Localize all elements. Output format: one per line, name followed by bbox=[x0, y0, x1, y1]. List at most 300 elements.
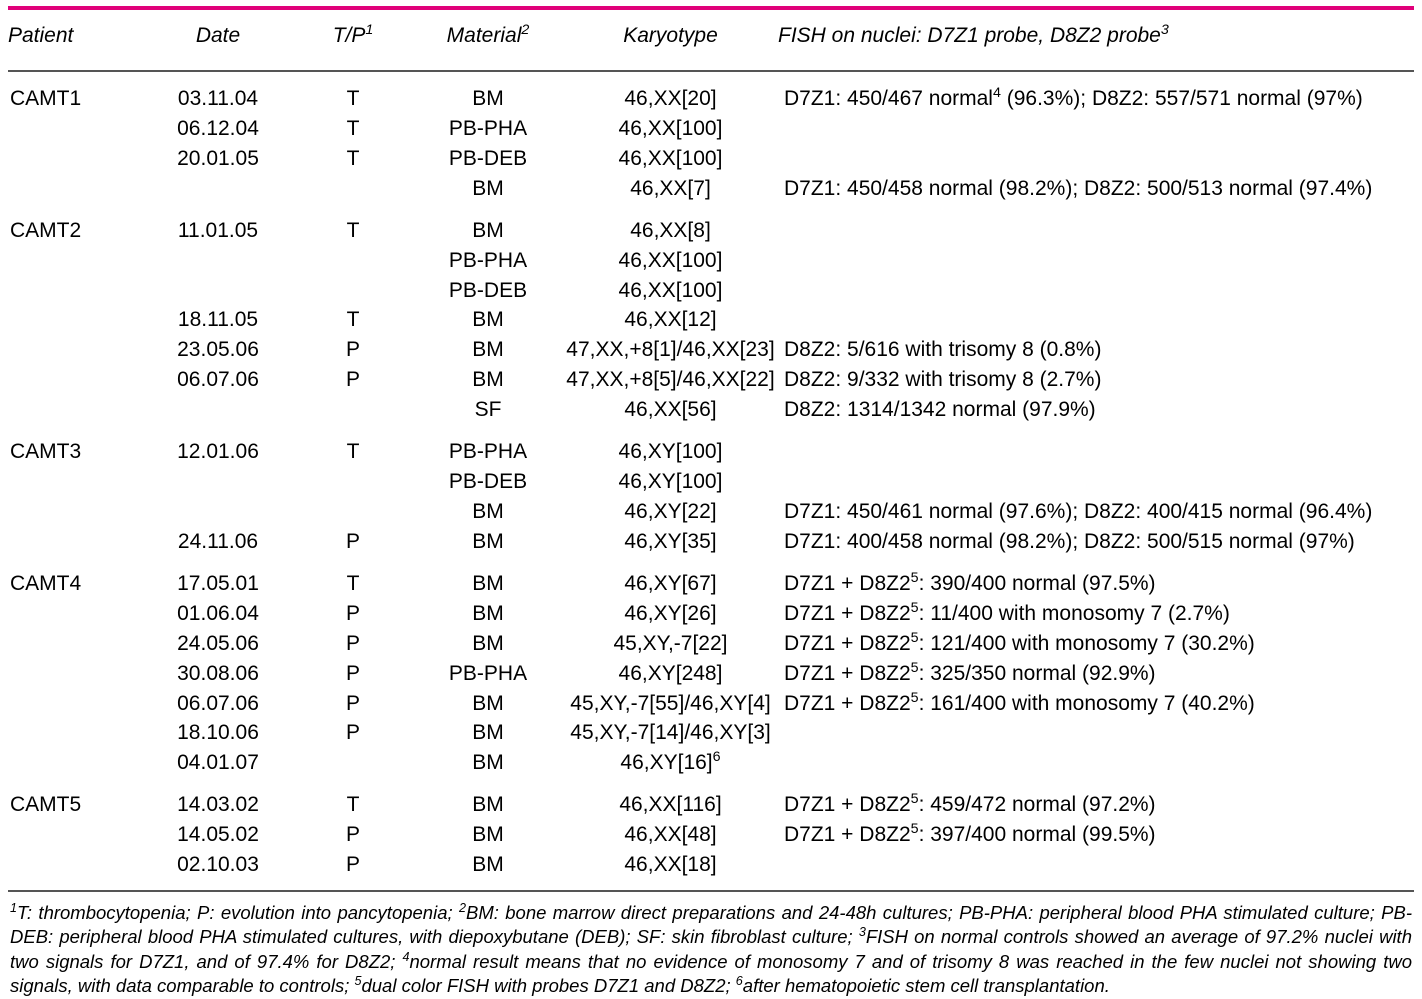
cell-karyotype bbox=[563, 689, 778, 719]
cell-material-text: BM bbox=[472, 823, 504, 847]
cell-fish bbox=[778, 748, 1414, 778]
cell-tp bbox=[293, 850, 413, 880]
cell-karyotype bbox=[563, 778, 778, 820]
cell-date bbox=[143, 395, 293, 425]
cell-patient bbox=[8, 497, 143, 527]
cell-fish bbox=[778, 718, 1414, 748]
cell-fish-text: D7Z1 + D8Z2 bbox=[784, 793, 911, 817]
cell-fish-footnote-marker: 4 bbox=[992, 85, 1001, 101]
cell-karyotype bbox=[563, 629, 778, 659]
table-row bbox=[8, 778, 1414, 820]
cell-material-text: BM bbox=[472, 368, 504, 392]
cell-fish-text: D7Z1: 450/461 normal (97.6%); D8Z2: 400/415 normal (96.4%) bbox=[784, 499, 1373, 523]
cell-material bbox=[413, 335, 563, 365]
cell-material-text: PB-PHA bbox=[448, 116, 528, 140]
column-header-material-footnote-marker: 2 bbox=[521, 22, 530, 38]
cell-karyotype bbox=[563, 395, 778, 425]
body-bottom-spacer bbox=[8, 880, 1414, 890]
cell-material-text: BM bbox=[472, 499, 504, 523]
table-row bbox=[8, 204, 1414, 246]
column-header-fish-label: FISH on nuclei: D7Z1 probe, D8Z2 probe bbox=[778, 24, 1161, 47]
cell-date bbox=[143, 778, 293, 820]
cell-karyotype-footnote-marker: 6 bbox=[712, 749, 721, 766]
footnote-marker-5: 5 bbox=[354, 974, 362, 989]
cell-tp bbox=[293, 748, 413, 778]
cell-fish bbox=[778, 114, 1414, 144]
cell-karyotype-text: 46,XX[100] bbox=[618, 278, 723, 302]
cell-karyotype bbox=[563, 305, 778, 335]
cell-patient bbox=[8, 246, 143, 276]
cell-date-text: 14.03.02 bbox=[177, 793, 259, 817]
cell-karyotype-text: 46,XY[100] bbox=[618, 470, 723, 494]
cell-patient bbox=[8, 276, 143, 306]
table-row bbox=[8, 144, 1414, 174]
cell-tp bbox=[293, 527, 413, 557]
cell-karyotype-text: 46,XX[56] bbox=[624, 398, 717, 422]
cell-fish-footnote-marker: 5 bbox=[910, 821, 919, 838]
cell-date bbox=[143, 305, 293, 335]
cell-fish bbox=[778, 305, 1414, 335]
table-row bbox=[8, 659, 1414, 689]
cell-karyotype-text: 46,XY[35] bbox=[624, 529, 717, 553]
cell-fish-text: D7Z1 + D8Z2 bbox=[784, 661, 911, 685]
cell-fish-text: D7Z1 + D8Z2 bbox=[784, 571, 911, 595]
cell-fish-text-cont: : 161/400 with monosomy 7 (40.2%) bbox=[918, 691, 1255, 715]
footnote-marker-6: 6 bbox=[735, 974, 743, 989]
cell-tp bbox=[293, 395, 413, 425]
column-header-fish-footnote-marker: 3 bbox=[1160, 22, 1169, 38]
cell-karyotype bbox=[563, 850, 778, 880]
cell-karyotype bbox=[563, 425, 778, 467]
cell-karyotype bbox=[563, 114, 778, 144]
cell-karyotype-text: 46,XX[8] bbox=[630, 218, 711, 242]
cell-date-text: 24.11.06 bbox=[177, 529, 259, 553]
cell-patient bbox=[8, 629, 143, 659]
cell-material bbox=[413, 246, 563, 276]
cell-karyotype-text: 45,XY,-7[55]/46,XY[4] bbox=[570, 691, 771, 715]
cell-material bbox=[413, 629, 563, 659]
cell-patient bbox=[8, 748, 143, 778]
cell-date bbox=[143, 850, 293, 880]
cell-karyotype bbox=[563, 276, 778, 306]
table-row bbox=[8, 820, 1414, 850]
cell-date-text: 01.06.04 bbox=[177, 601, 259, 625]
cell-date bbox=[143, 497, 293, 527]
cell-patient bbox=[8, 204, 143, 246]
cell-material bbox=[413, 395, 563, 425]
cell-patient bbox=[8, 850, 143, 880]
cell-fish bbox=[778, 778, 1414, 820]
cell-fish bbox=[778, 246, 1414, 276]
cell-material bbox=[413, 527, 563, 557]
cell-date bbox=[143, 659, 293, 689]
cell-patient bbox=[8, 557, 143, 599]
cell-fish bbox=[778, 820, 1414, 850]
cell-tp bbox=[293, 718, 413, 748]
footnote-text-4: normal result means that no evidence of monosomy 7 and of trisomy 8 was reached in the few nuclei not showing two signals, with data comparable to controls; bbox=[10, 950, 1412, 997]
cell-karyotype-text: 46,XX[18] bbox=[624, 853, 717, 877]
cell-patient bbox=[8, 467, 143, 497]
cell-patient bbox=[8, 820, 143, 850]
cell-patient bbox=[8, 365, 143, 395]
column-header-material bbox=[413, 10, 563, 64]
cell-karyotype bbox=[563, 246, 778, 276]
table-row bbox=[8, 114, 1414, 144]
cell-karyotype-text: 46,XY[248] bbox=[618, 661, 723, 685]
table-page bbox=[0, 6, 1422, 997]
cell-fish bbox=[778, 144, 1414, 174]
cell-tp bbox=[293, 425, 413, 467]
cell-date bbox=[143, 599, 293, 629]
cell-tp bbox=[293, 276, 413, 306]
column-header-patient: Patient bbox=[8, 24, 74, 47]
cell-fish-text-cont: : 397/400 normal (99.5%) bbox=[918, 823, 1156, 847]
cell-tp-text: P bbox=[345, 721, 360, 745]
cell-karyotype-text: 47,XX,+8[1]/46,XX[23] bbox=[566, 338, 775, 362]
cell-date bbox=[143, 276, 293, 306]
cell-fish-text: D7Z1: 400/458 normal (98.2%); D8Z2: 500/515 normal (97%) bbox=[784, 529, 1355, 553]
cell-tp bbox=[293, 557, 413, 599]
cell-fish bbox=[778, 276, 1414, 306]
column-header-tp bbox=[293, 10, 413, 64]
cell-date bbox=[143, 425, 293, 467]
cell-karyotype bbox=[563, 557, 778, 599]
footnote-marker-2: 2 bbox=[459, 900, 466, 915]
table-body bbox=[8, 72, 1414, 880]
table-row bbox=[8, 246, 1414, 276]
table-row bbox=[8, 365, 1414, 395]
cell-material bbox=[413, 144, 563, 174]
cell-fish bbox=[778, 557, 1414, 599]
cell-tp-text: P bbox=[345, 661, 360, 685]
cell-fish bbox=[778, 365, 1414, 395]
cell-patient bbox=[8, 599, 143, 629]
cell-tp bbox=[293, 778, 413, 820]
table-row bbox=[8, 718, 1414, 748]
cell-fish-text-cont: : 121/400 with monosomy 7 (30.2%) bbox=[918, 631, 1255, 655]
cell-tp bbox=[293, 204, 413, 246]
cell-material-text: BM bbox=[472, 338, 504, 362]
cell-date-text: 06.12.04 bbox=[177, 116, 259, 140]
table-row bbox=[8, 305, 1414, 335]
cell-date-text: 30.08.06 bbox=[177, 661, 259, 685]
cell-karyotype-text: 46,XX[100] bbox=[618, 248, 723, 272]
cell-date bbox=[143, 629, 293, 659]
cell-karyotype-text: 46,XY[67] bbox=[624, 571, 717, 595]
cell-date-text: 24.05.06 bbox=[177, 631, 259, 655]
cell-fish-text-cont: : 390/400 normal (97.5%) bbox=[918, 571, 1156, 595]
cell-patient bbox=[8, 689, 143, 719]
cell-karyotype bbox=[563, 204, 778, 246]
cell-material bbox=[413, 305, 563, 335]
cell-patient bbox=[8, 174, 143, 204]
cell-patient bbox=[8, 659, 143, 689]
cell-tp-text: T bbox=[346, 308, 360, 332]
cell-fish bbox=[778, 425, 1414, 467]
footnote-text-3: FISH on normal controls showed an average of 97.2% nuclei with two signals for D7Z1, and of 97.4% for D8Z2; bbox=[10, 926, 1412, 972]
cell-karyotype-text: 46,XX[116] bbox=[619, 793, 722, 817]
cell-karyotype-text: 46,XX[20] bbox=[624, 87, 717, 110]
table-row bbox=[8, 174, 1414, 204]
cell-date bbox=[143, 365, 293, 395]
cell-date bbox=[143, 144, 293, 174]
cell-karyotype bbox=[563, 820, 778, 850]
cell-patient bbox=[8, 718, 143, 748]
cell-date-text: 23.05.06 bbox=[177, 338, 259, 362]
cell-tp-text: T bbox=[346, 793, 360, 817]
cell-material-text: BM bbox=[472, 793, 504, 817]
cell-tp-text: T bbox=[346, 440, 360, 464]
cell-material bbox=[413, 174, 563, 204]
cell-material bbox=[413, 365, 563, 395]
footnote-marker-3: 3 bbox=[858, 925, 866, 940]
column-header-date: Date bbox=[195, 24, 241, 47]
cell-date bbox=[143, 114, 293, 144]
cell-tp-text: P bbox=[345, 853, 360, 877]
column-header-karyotype: Karyotype bbox=[623, 24, 718, 47]
cell-material bbox=[413, 689, 563, 719]
table-row bbox=[8, 425, 1414, 467]
cell-tp-text: P bbox=[345, 368, 360, 392]
cell-fish-footnote-marker: 5 bbox=[910, 629, 919, 646]
cell-tp-text: P bbox=[345, 691, 360, 715]
cell-date-text: 12.01.06 bbox=[177, 440, 259, 464]
cell-material-text: BM bbox=[472, 721, 504, 745]
footnote-text-2: BM: bone marrow direct preparations and 24-48h cultures; PB-PHA: peripheral blood PHA stimulated culture; PB-DEB: peripheral blood PHA stimulated cultures, with diepoxybutane (DEB); SF: skin fibroblast culture; bbox=[10, 902, 1412, 948]
cell-patient-text: CAMT1 bbox=[10, 87, 82, 110]
cell-karyotype bbox=[563, 599, 778, 629]
cell-karyotype-text: 46,XX[7] bbox=[630, 176, 711, 200]
cell-date-text: 20.01.05 bbox=[177, 146, 259, 170]
cell-date-text: 02.10.03 bbox=[177, 853, 259, 877]
table-row bbox=[8, 748, 1414, 778]
cell-material-text: BM bbox=[472, 631, 504, 655]
table-row bbox=[8, 72, 1414, 114]
cell-fish bbox=[778, 335, 1414, 365]
cell-karyotype-text: 45,XY,-7[22] bbox=[613, 631, 728, 655]
cell-fish bbox=[778, 467, 1414, 497]
cell-karyotype bbox=[563, 144, 778, 174]
cell-karyotype-text: 46,XY[100] bbox=[618, 440, 723, 464]
cell-tp bbox=[293, 689, 413, 719]
cell-fish-text: D7Z1 + D8Z2 bbox=[784, 823, 911, 847]
column-header-material-label: Material bbox=[446, 24, 522, 47]
cell-patient bbox=[8, 778, 143, 820]
cell-tp-text: P bbox=[345, 601, 360, 625]
cell-material bbox=[413, 467, 563, 497]
cell-karyotype-text: 46,XX[12] bbox=[624, 308, 717, 332]
cell-tp bbox=[293, 335, 413, 365]
cell-patient bbox=[8, 72, 143, 114]
column-header-tp-footnote-marker: 1 bbox=[365, 22, 374, 38]
cell-material bbox=[413, 850, 563, 880]
cell-material-text: BM bbox=[472, 571, 504, 595]
cell-date bbox=[143, 204, 293, 246]
cell-patient bbox=[8, 335, 143, 365]
footnote-marker-4: 4 bbox=[402, 949, 410, 964]
cell-tp-text: P bbox=[345, 823, 360, 847]
cell-fish bbox=[778, 629, 1414, 659]
cell-tp bbox=[293, 114, 413, 144]
cell-fish bbox=[778, 689, 1414, 719]
cell-patient bbox=[8, 527, 143, 557]
footnotes bbox=[8, 892, 1414, 999]
results-table-body-wrapper bbox=[8, 72, 1414, 880]
cell-material-text: BM bbox=[472, 308, 504, 332]
cell-tp bbox=[293, 629, 413, 659]
footnote-text-5: dual color FISH with probes D7Z1 and D8Z2; bbox=[361, 975, 736, 997]
cell-fish-text-cont: : 11/400 with monosomy 7 (2.7%) bbox=[918, 601, 1230, 625]
cell-tp bbox=[293, 246, 413, 276]
cell-material-text: PB-PHA bbox=[448, 440, 528, 464]
cell-fish bbox=[778, 659, 1414, 689]
cell-patient-text: CAMT4 bbox=[10, 571, 82, 595]
cell-material-text: BM bbox=[472, 87, 504, 110]
cell-material bbox=[413, 820, 563, 850]
cell-patient bbox=[8, 144, 143, 174]
cell-material bbox=[413, 599, 563, 629]
cell-tp-text: P bbox=[345, 529, 360, 553]
cell-date bbox=[143, 246, 293, 276]
cell-material bbox=[413, 497, 563, 527]
table-row bbox=[8, 689, 1414, 719]
column-header-fish bbox=[778, 10, 1414, 64]
cell-date bbox=[143, 689, 293, 719]
cell-tp bbox=[293, 144, 413, 174]
cell-material-text: BM bbox=[472, 691, 504, 715]
cell-date bbox=[143, 335, 293, 365]
cell-karyotype bbox=[563, 365, 778, 395]
cell-fish-text-cont: : 459/472 normal (97.2%) bbox=[918, 793, 1156, 817]
cell-material-text: BM bbox=[472, 853, 504, 877]
cell-patient bbox=[8, 395, 143, 425]
cell-fish-text-cont: : 325/350 normal (92.9%) bbox=[918, 661, 1156, 685]
cell-date-text: 06.07.06 bbox=[177, 691, 259, 715]
cell-material bbox=[413, 557, 563, 599]
cell-fish-footnote-marker: 5 bbox=[910, 689, 919, 706]
cell-karyotype-text: 47,XX,+8[5]/46,XX[22] bbox=[566, 368, 775, 392]
cell-tp bbox=[293, 467, 413, 497]
cell-fish-text: D8Z2: 9/332 with trisomy 8 (2.7%) bbox=[784, 368, 1102, 392]
cell-date bbox=[143, 820, 293, 850]
table-row bbox=[8, 557, 1414, 599]
table-row bbox=[8, 467, 1414, 497]
cell-material-text: PB-DEB bbox=[448, 278, 528, 302]
cell-fish bbox=[778, 599, 1414, 629]
cell-tp bbox=[293, 365, 413, 395]
cell-date-text: 06.07.06 bbox=[177, 368, 259, 392]
table-row bbox=[8, 395, 1414, 425]
cell-fish-text: D7Z1 + D8Z2 bbox=[784, 691, 911, 715]
cell-tp bbox=[293, 174, 413, 204]
table-row bbox=[8, 497, 1414, 527]
cell-karyotype-text: 46,XX[100] bbox=[618, 146, 723, 170]
cell-material-text: BM bbox=[472, 529, 504, 553]
cell-material bbox=[413, 114, 563, 144]
cell-material-text: SF bbox=[474, 398, 502, 422]
cell-material bbox=[413, 748, 563, 778]
cell-fish bbox=[778, 850, 1414, 880]
cell-date-text: 18.11.05 bbox=[177, 308, 259, 332]
table-row bbox=[8, 850, 1414, 880]
cell-fish-text: D7Z1: 450/467 normal bbox=[784, 87, 993, 110]
cell-date bbox=[143, 467, 293, 497]
results-table bbox=[8, 10, 1414, 64]
cell-material-text: BM bbox=[472, 751, 504, 775]
cell-material bbox=[413, 659, 563, 689]
cell-date-text: 03.11.04 bbox=[177, 87, 259, 110]
cell-karyotype-text: 46,XY[26] bbox=[624, 601, 717, 625]
cell-karyotype bbox=[563, 748, 778, 778]
cell-patient-text: CAMT5 bbox=[10, 793, 82, 817]
cell-karyotype-text: 46,XY[16] bbox=[620, 751, 713, 775]
cell-tp bbox=[293, 599, 413, 629]
cell-material-text: BM bbox=[472, 176, 504, 200]
cell-patient bbox=[8, 425, 143, 467]
table-row bbox=[8, 599, 1414, 629]
cell-karyotype-text: 46,XX[48] bbox=[624, 823, 717, 847]
cell-fish bbox=[778, 497, 1414, 527]
cell-fish-text: D7Z1 + D8Z2 bbox=[784, 631, 911, 655]
cell-karyotype-text: 46,XY[22] bbox=[624, 499, 717, 523]
cell-material-text: BM bbox=[472, 218, 504, 242]
table-header bbox=[8, 10, 1414, 64]
cell-tp bbox=[293, 305, 413, 335]
cell-material bbox=[413, 204, 563, 246]
cell-material-text: BM bbox=[472, 601, 504, 625]
cell-tp-text: T bbox=[346, 116, 360, 140]
cell-date bbox=[143, 174, 293, 204]
cell-karyotype bbox=[563, 335, 778, 365]
cell-fish bbox=[778, 527, 1414, 557]
cell-date bbox=[143, 72, 293, 114]
cell-patient bbox=[8, 305, 143, 335]
table-row bbox=[8, 527, 1414, 557]
cell-tp bbox=[293, 820, 413, 850]
footnote-text-6: after hematopoietic stem cell transplantation. bbox=[742, 975, 1110, 997]
cell-patient-text: CAMT3 bbox=[10, 440, 82, 464]
cell-karyotype bbox=[563, 527, 778, 557]
cell-fish-footnote-marker: 5 bbox=[910, 599, 919, 616]
cell-material bbox=[413, 276, 563, 306]
cell-patient-text: CAMT2 bbox=[10, 218, 82, 242]
cell-date bbox=[143, 527, 293, 557]
cell-fish bbox=[778, 204, 1414, 246]
cell-material-text: PB-PHA bbox=[448, 661, 528, 685]
cell-date-text: 14.05.02 bbox=[177, 823, 259, 847]
cell-date-text: 04.01.07 bbox=[177, 751, 259, 775]
cell-material-text: PB-DEB bbox=[448, 470, 528, 494]
cell-date bbox=[143, 557, 293, 599]
cell-material bbox=[413, 718, 563, 748]
table-row bbox=[8, 276, 1414, 306]
cell-material bbox=[413, 72, 563, 114]
cell-date-text: 18.10.06 bbox=[177, 721, 259, 745]
cell-karyotype bbox=[563, 659, 778, 689]
cell-karyotype-text: 45,XY,-7[14]/46,XY[3] bbox=[570, 721, 771, 745]
cell-material-text: PB-DEB bbox=[448, 146, 528, 170]
cell-fish-text: D7Z1 + D8Z2 bbox=[784, 601, 911, 625]
cell-date-text: 11.01.05 bbox=[177, 218, 259, 242]
table-row bbox=[8, 629, 1414, 659]
cell-karyotype bbox=[563, 718, 778, 748]
cell-fish bbox=[778, 395, 1414, 425]
cell-karyotype bbox=[563, 72, 778, 114]
cell-tp bbox=[293, 659, 413, 689]
cell-tp bbox=[293, 497, 413, 527]
cell-karyotype bbox=[563, 174, 778, 204]
footnote-text-1: T: thrombocytopenia; P: evolution into pancytopenia; bbox=[17, 902, 459, 924]
